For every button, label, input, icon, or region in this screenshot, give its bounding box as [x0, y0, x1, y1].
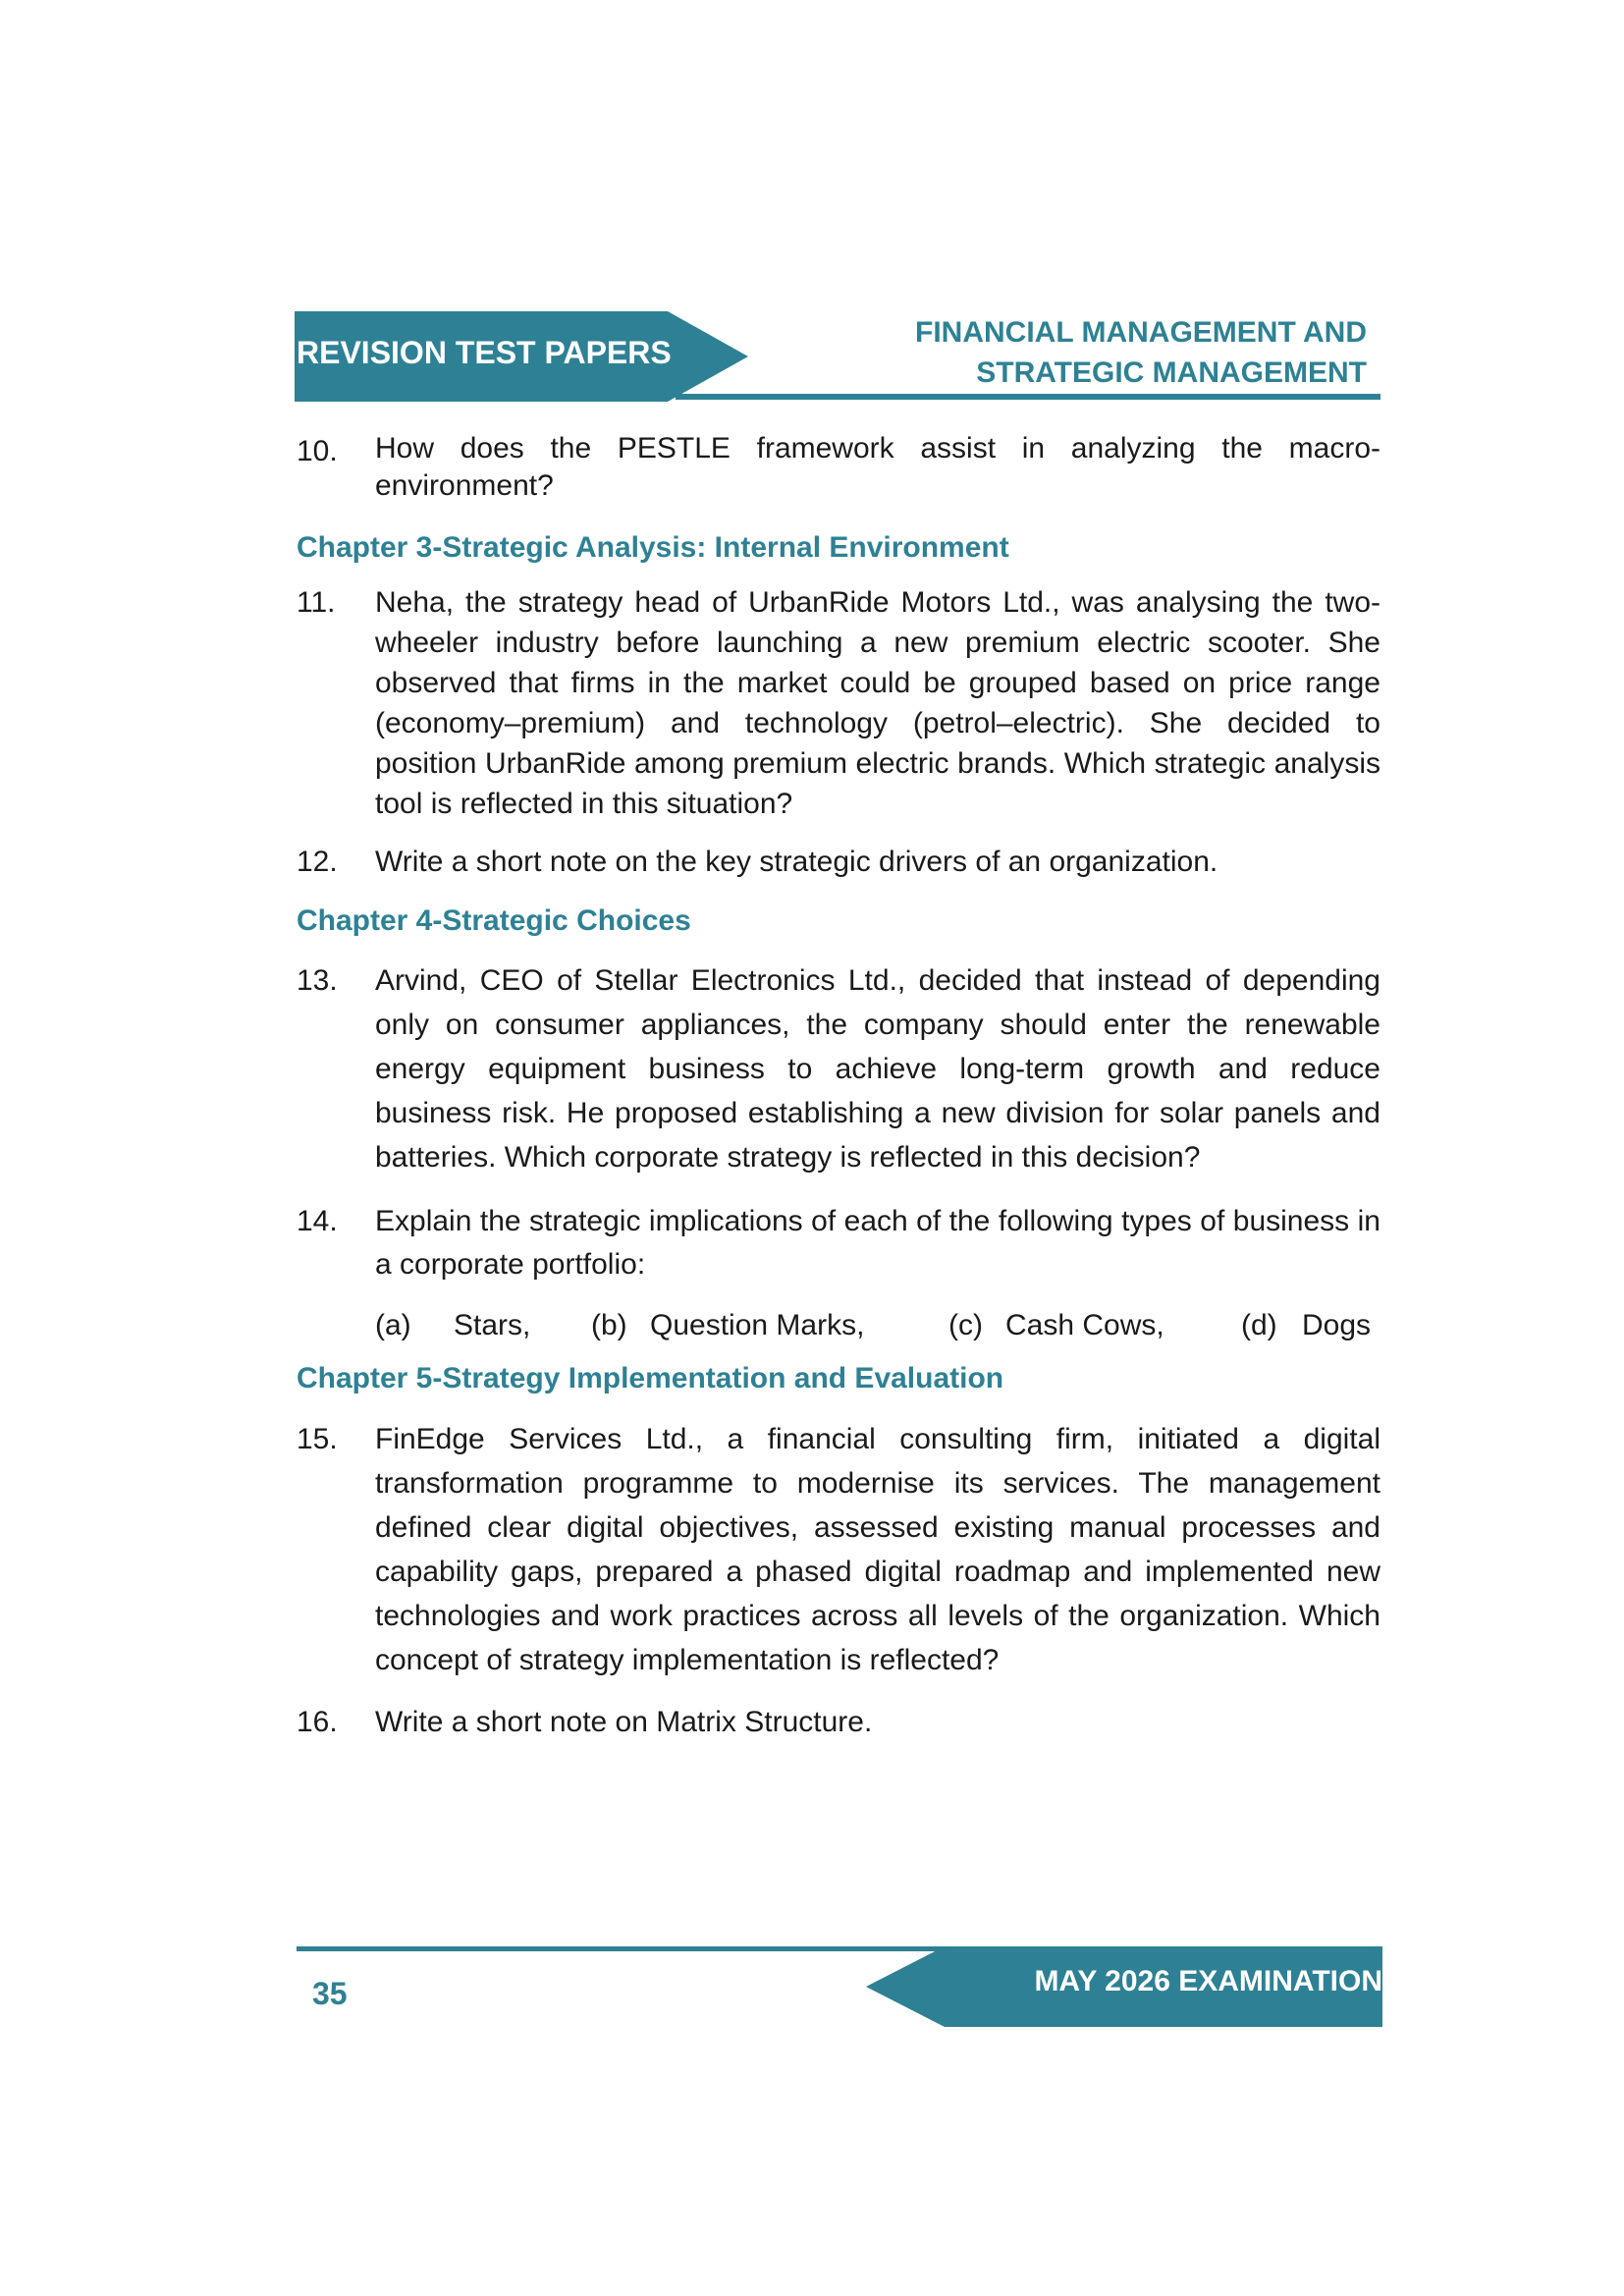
question-number: 12. — [297, 846, 338, 878]
question-text: Neha, the strategy head of UrbanRide Motors Ltd., was analysing the two-wheeler industry before launching a new premium electric scooter. She observed that firms in the market could be grouped based on price range (economy–premium) and technology (petrol–electric). She decided to position UrbanRide among premium electric brands. Which strategic analysis tool is reflected in this situation? — [375, 586, 1380, 820]
question-11 — [297, 582, 1380, 824]
header-banner-label: REVISION TEST PAPERS — [297, 335, 672, 370]
header-rule — [676, 394, 1380, 400]
question-10 — [297, 430, 1380, 505]
option-key: (d) — [1241, 1309, 1277, 1341]
question-13 — [297, 958, 1380, 1179]
question-text: FinEdge Services Ltd., a financial consulting firm, initiated a digital transformation programme to modernise its services. The management defined clear digital objectives, assessed existing manual processes and capability gaps, prepared a phased digital roadmap and implemented new technologies and work practices across all levels of the organization. Which concept of strategy implementation is reflected? — [375, 1423, 1380, 1676]
question-number: 16. — [297, 1706, 338, 1738]
chapter-heading: Chapter 4-Strategic Choices — [297, 904, 691, 937]
question-number: 13. — [297, 964, 338, 997]
header-title — [915, 312, 1367, 393]
footer-rule — [297, 1946, 945, 1951]
question-text: Arvind, CEO of Stellar Electronics Ltd., decided that instead of depending only on consumer appliances, the company should enter the renewable energy equipment business to achieve long-term growth and reduce business risk. He proposed establishing a new division for solar panels and batteries. Which corporate strategy is reflected in this decision? — [375, 964, 1380, 1174]
option-label: Dogs — [1302, 1309, 1372, 1341]
question-text: Write a short note on Matrix Structure. — [375, 1706, 873, 1738]
question-15 — [297, 1417, 1380, 1682]
question-14 — [297, 1200, 1380, 1286]
question-16 — [297, 1701, 1380, 1744]
option-key: (c) — [948, 1309, 983, 1341]
option-label: Cash Cows, — [1005, 1309, 1164, 1341]
question-text: Explain the strategic implications of each of the following types of business in a corporate portfolio: — [375, 1205, 1380, 1281]
question-12 — [297, 841, 1380, 884]
question-text: How does the PESTLE framework assist in analyzing the macro-environment? — [375, 432, 1380, 502]
question-number: 15. — [297, 1423, 338, 1455]
question-number: 14. — [297, 1205, 338, 1237]
header-title-line1: FINANCIAL MANAGEMENT AND — [915, 316, 1367, 349]
option-key: (b) — [591, 1309, 627, 1341]
option-label: Stars, — [454, 1309, 531, 1341]
page-number: 35 — [312, 1976, 348, 2011]
question-number: 11. — [297, 586, 336, 619]
footer-exam-label: MAY 2026 EXAMINATION — [1034, 1965, 1382, 1997]
chapter-heading: Chapter 5-Strategy Implementation and Evaluation — [297, 1362, 1004, 1394]
question-number: 10. — [297, 435, 338, 467]
question-text: Write a short note on the key strategic drivers of an organization. — [375, 846, 1218, 878]
chapter-heading: Chapter 3-Strategic Analysis: Internal Environment — [297, 531, 1009, 564]
option-key: (a) — [375, 1309, 411, 1341]
header-title-line2: STRATEGIC MANAGEMENT — [976, 356, 1367, 389]
option-label: Question Marks, — [650, 1309, 865, 1341]
